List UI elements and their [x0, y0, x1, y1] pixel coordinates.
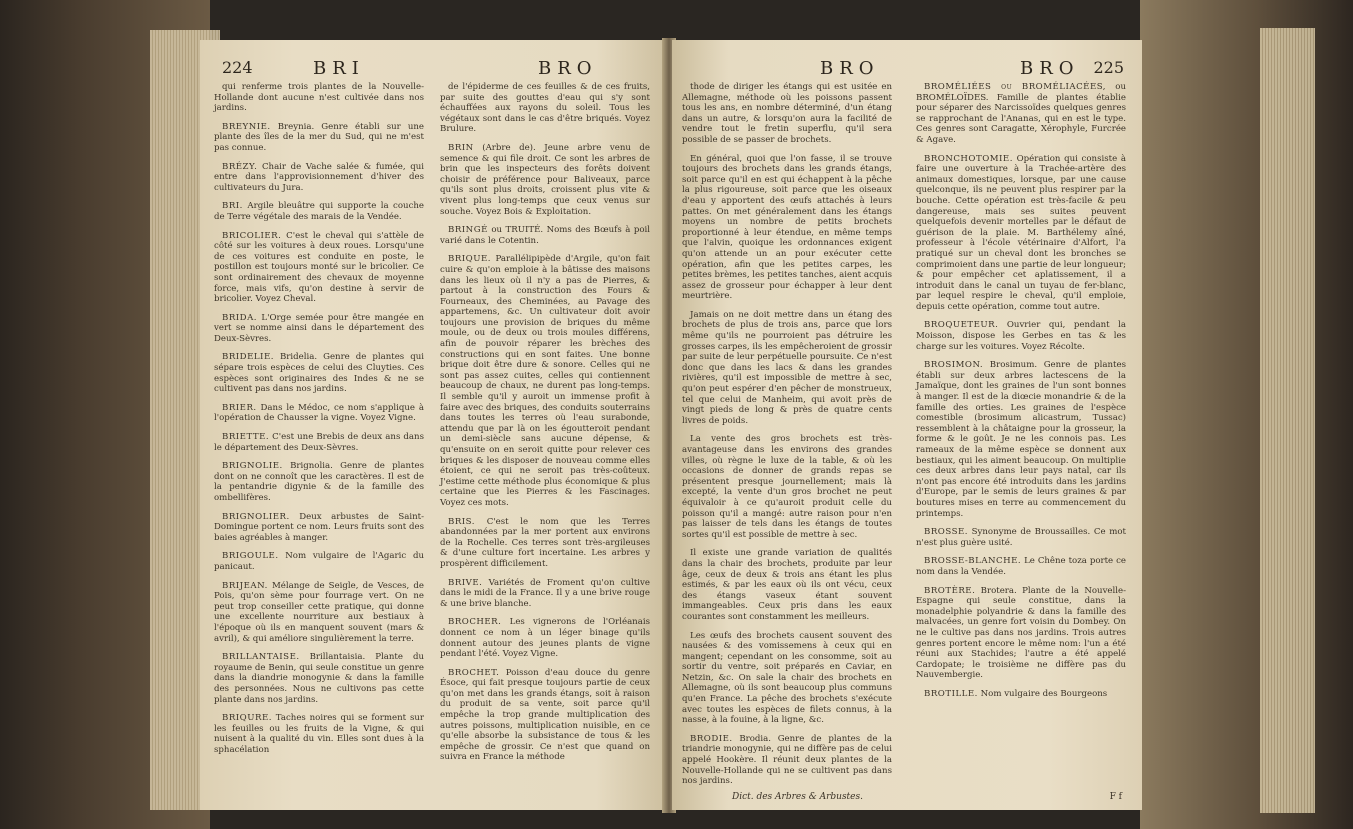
entry-text: Variétés de Froment qu'on cultive dans le midi de la France. Il y a une brive rouge & une brive blanche. [440, 577, 650, 609]
dictionary-entry [440, 517, 650, 570]
entry-text: C'est le cheval qui s'attèle de côté sur les voitures à deux roues. Lorsqu'une de ces voitures est conduite en poste, le postillon est toujours monté sur le bricolier. Ce sont ordinairement des chevaux de moyenne force, mais vifs, qu'on destine à servir de bricolier. Voyez Cheval. [214, 230, 425, 305]
entry-text: Ouvrier qui, pendant la Moisson, dispose les Gerbes en tas & les charge sur les voitures. Voyez Récolte. [916, 320, 1126, 352]
entry-text: Brotera. Plante de la Nouvelle-Espagne qui seule constitue, dans la monadelphie polyandrie & dans la famille des malvacées, un genre fort voisin du Dombey. On ne le cultive pas dans nos jardins. Trois autres genres portent encore le même nom: l'un a été réuni aux Stachides; l'autre a été appelé Cardopate; le troisième ne diffère pas du Nauvembergie. [916, 585, 1127, 681]
entry-text: Brodia. Genre de plantes de la triandrie monogynie, qui ne diffère pas de celui appelé Hookère. Il réunit deux plantes de la Nouvelle-Hollande qui ne se cultivent pas dans nos jardins. [682, 733, 892, 787]
entry-headword: BROCHER. [448, 617, 502, 628]
entry-text: Taches noires qui se forment sur les feuilles ou les fruits de la Vigne, & qui nuisent à la qualité du vin. Elles sont dues à la sphacélation [214, 713, 424, 755]
entry-headword: BROMÉLIÉES ou BROMÉLIACÉES, [924, 82, 1107, 92]
dictionary-entry [682, 631, 892, 726]
entry-headword: BRIJEAN. [222, 580, 268, 591]
entry-headword: BRIGOULE. [222, 551, 279, 562]
entry-text: Dans le Médoc, ce nom s'applique à l'opération de Chausser la vigne. Voyez Vigne. [214, 402, 425, 424]
dictionary-entry [214, 512, 424, 544]
dictionary-entry [440, 617, 650, 659]
dictionary-entry [440, 254, 650, 508]
entry-text: Parallélipipède d'Argile, qu'on fait cuire & qu'on emploie à la bâtisse des maisons dans les lieux où il n'y a pas de Pierres, & partout à la construction des Fours & Fourneaux, des Cheminées, au Pavage des appartemens, &c. Un cultivateur doit avoir toujours une provision de briques du même moule, ou de deux ou trois moules différens, afin de pouvoir réparer les brèches des constructions qui en sont faites. Une bonne brique doit être dure & sonore. Celles qui ne sont pas assez cuites, celles qui contiennent beaucoup de chaux, ne durent pas long-temps. Il semble qu'il y auroit un immense profit à faire avec des briques, des conduits souterrains dans toutes les terres où l'eau surabonde, attendu que par là on les égoutteroit pendant un demi-siècle sans aucune dépense, & qu'ensuite on en seroit quitte pour relever ces briques & les disposer de nouveau comme elles étoient, ce qui ne seroit pas très-coûteux. J'estime cette méthode plus économique & plus certaine que les Pierres & les Fascinages. Voyez ces mots. [440, 254, 651, 508]
dictionary-entry [916, 527, 1126, 548]
entry-headword: BRIER. [222, 402, 257, 413]
entry-text: Argile bleuâtre qui supporte la couche de Terre végétale des marais de la Vendée. [214, 201, 425, 222]
entry-headword: BROSSE-BLANCHE. [924, 556, 1022, 567]
dictionary-entry [682, 434, 892, 540]
dictionary-entry [214, 82, 424, 114]
entry-headword: BROCHET. [448, 667, 500, 678]
entry-text: Brillantaisia. Plante du royaume de Benin, qui seule constitue un genre dans la diandrie monogynie & dans la famille des personnées. Nous ne cultivons pas cette plante dans nos jardins. [214, 652, 424, 705]
right-page [672, 40, 1142, 810]
entry-text: Mélange de Seigle, de Vesces, de Pois, qu'on sème pour fourrage vert. On ne peut trop conseiller cette pratique, qui donne une excellente nourriture aux bestiaux à l'époque où ils en manquent souvent (mars & avril), & qui améliore singulièrement la terre. [214, 580, 424, 644]
dictionary-entry [214, 201, 424, 222]
left-header-word-left: BRI [313, 58, 365, 79]
entry-headword: BROTÈRE. [924, 585, 976, 596]
page-edges-right [1260, 28, 1315, 813]
entry-text: Nom vulgaire des Bourgeons [980, 688, 1108, 699]
dictionary-entry [214, 581, 424, 645]
right-header-word-right: BRO [1020, 58, 1080, 79]
entry-headword: BRIN [448, 142, 474, 153]
dictionary-entry [214, 231, 424, 305]
entry-text: Deux arbustes de Saint-Domingue portent ce nom. Leurs fruits sont des baies agréables à manger. [214, 511, 425, 543]
right-page-column-1 [682, 82, 892, 795]
left-page-column-1 [214, 82, 424, 763]
dictionary-entry [916, 360, 1126, 519]
dictionary-entry [682, 82, 892, 146]
entry-headword: BRIGNOLIE. [222, 461, 283, 472]
entry-text: ou BROMÉLOÏDES. Famille de plantes établie pour séparer des Narcissoïdes quelques genres se rapprochant de l'Ananas, qui en est le type. Ces genres sont Caragatte, Xérophyle, Furcrée & Agave. [916, 82, 1127, 145]
dictionary-entry [214, 432, 424, 453]
dictionary-entry [682, 310, 892, 427]
dictionary-entry [440, 668, 650, 763]
entry-text: En général, quoi que l'on fasse, il se trouve toujours des brochets dans les grands étangs, soit parce qu'il en est qui échappent à la pêche la plus rigoureuse, soit parce que les oiseaux d'eau y apportent des œufs attachés à leurs pattes. On met généralement dans les étangs moyens un nombre de petits brochets proportionné à leur étendue, en même temps que l'alvin, quoique les ordonnances exigent qu'on attende un an pour exécuter cette opération, afin que les petites carpes, les petites brèmes, les petites tanches, aient acquis assez de grosseur pour échapper à leur dent meurtrière. [682, 153, 892, 302]
entry-headword: BREYNIE. [222, 121, 271, 132]
dictionary-entry [440, 143, 650, 217]
book-cover-right [1140, 0, 1353, 829]
entry-text: qui renferme trois plantes de la Nouvelle-Hollande dont aucune n'est cultivée dans nos jardins. [214, 82, 424, 114]
entry-headword: BRIDELIE. [222, 352, 274, 363]
dictionary-entry [214, 461, 424, 503]
entry-headword: BROSSE. [924, 527, 968, 538]
dictionary-entry [682, 154, 892, 302]
dictionary-entry [214, 122, 424, 154]
entry-headword: BROQUETEUR. [924, 320, 999, 331]
left-page-number: 224 [222, 58, 253, 77]
entry-text: Le Chêne toza porte ce nom dans la Vendée. [916, 556, 1126, 577]
entry-text: La vente des gros brochets est très-avantageuse dans les environs des grandes villes, où règne le luxe de la table, & où les occasions de donner de grands repas se présentent presque journellement; mais là excepté, la vente d'un gros brochet ne peut équivaloir à ce qu'auroit produit celle du poisson qu'il a mangé: autre raison pour n'en pas laisser de tels dans les étangs de toutes sortes qu'il est possible de mettre à sec. [682, 434, 892, 540]
entry-text: Jamais on ne doit mettre dans un étang des brochets de plus de trois ans, parce que lors même qu'ils ne pourroient pas détruire les grosses carpes, ils les empêcheroient de grossir par suite de leur perpétuelle poursuite. Ce n'est donc que dans les lacs & dans les grandes rivières, qu'il est impossible de mettre à sec, qu'on peut espérer d'en pêcher de monstrueux, tel que celui de Manheim, qui avoit près de vingt pieds de long & près de quatre cents livres de poids. [682, 309, 892, 426]
dictionary-entry [440, 578, 650, 610]
entry-text: Bridelia. Genre de plantes qui sépare trois espèces de celui des Cluyties. Ces espèces sont originaires des Indes & ne se cultivent pas dans nos jardins. [214, 352, 425, 395]
dictionary-entry [214, 352, 424, 394]
dictionary-entry [214, 713, 424, 755]
entry-text: Poisson d'eau douce du genre Ésoce, qui fait presque toujours partie de ceux qu'on met dans les grands étangs, soit à raison du produit de sa vente, soit parce qu'il empêche la trop grande multiplication des autres poissons, multiplication nuisible, en ce qu'elle absorbe la subsistance de tous & les empêche de grossir. Ce n'est que quand on suivra en France la méthode [440, 667, 650, 763]
entry-headword: BRODIE. [690, 733, 733, 744]
entry-text: C'est une Brebis de deux ans dans le département des Deux-Sèvres. [214, 432, 425, 453]
entry-headword: BRIS. [448, 516, 475, 527]
dictionary-entry [214, 551, 424, 572]
footer-title: Dict. des Arbres & Arbustes. [732, 792, 863, 802]
entry-text: Nom vulgaire de l'Agaric du panicaut. [214, 551, 424, 572]
dictionary-entry [682, 734, 892, 787]
entry-headword: BRIQURE. [222, 713, 272, 724]
entry-headword: BRONCHOTOMIE. [924, 153, 1013, 164]
entry-headword: BRIVE. [448, 577, 483, 588]
dictionary-entry [440, 225, 650, 246]
entry-headword: BRIDA. [222, 312, 258, 323]
dictionary-entry [440, 82, 650, 135]
entry-text: de l'épiderme de ces feuilles & de ces fruits, par suite des gouttes d'eau qui s'y sont échauffées aux rayons du soleil. Tous les végétaux sont dans le cas d'être briqués. Voyez Brulure. [440, 82, 650, 135]
right-header-word-left: BRO [820, 58, 880, 79]
dictionary-entry [214, 313, 424, 345]
entry-text: L'Orge semée pour être mangée en vert se nomme ainsi dans le département des Deux-Sèvres. [214, 312, 425, 344]
entry-headword: BROSIMON. [924, 360, 984, 371]
dictionary-entry [916, 82, 1126, 146]
dictionary-entry [916, 154, 1126, 313]
entry-headword: BRINGÉ [448, 225, 488, 236]
dictionary-entry [916, 320, 1126, 352]
entry-text: Les vignerons de l'Orléanais donnent ce nom à un léger binage qu'ils donnent autour des jeunes plants de vigne pendant l'été. Voyez Vigne. [440, 617, 651, 660]
dictionary-entry [214, 652, 424, 705]
dictionary-entry [214, 162, 424, 194]
entry-headword: BRILLANTAISE. [222, 652, 300, 663]
entry-text: C'est le nom que les Terres abandonnées par la mer portent aux environs de la Rochelle. Ces terres sont très-argileuses & d'une culture fort incertaine. Les arbres y prospèrent difficilement. [440, 516, 650, 569]
dictionary-entry [916, 689, 1126, 700]
entry-text: Les œufs des brochets causent souvent des nausées & des vomissemens à ceux qui en mangent; cependant on les consomme, soit au sortir du ventre, soit préparés en Caviar, en Netzin, &c. On sale la chair des brochets en Allemagne, où ils sont beaucoup plus communs qu'en France. La pêche des brochets s'exécute avec toutes les espèces de filets connus, à la nasse, à la fouine, à la ligne, &c. [682, 630, 892, 726]
entry-headword: BRIETTE. [222, 432, 270, 443]
entry-text: ou TRUITÉ. Noms des Bœufs à poil varié dans le Cotentin. [440, 225, 650, 246]
entry-text: Chair de Vache salée & fumée, qui entre dans l'approvisionnement d'hiver des cultivateurs du Jura. [214, 161, 424, 193]
entry-text: Brosimum. Genre de plantes établi sur deux arbres lactescens de la Jamaïque, dont les graines de l'un sont bonnes à manger. Il est de la diœcie monandrie & de la famille des orties. Les graines de l'espèce comestible (brosimum alicastrum, Tussac) ressemblent à la châtaigne pour la grosseur, la forme & le goût. Je ne les connois pas. Les rameaux de la même espèce se donnent aux bestiaux, qui les aiment beaucoup. On multiplie ces deux arbres dans leur pays natal, car ils n'ont pas encore été introduits dans les jardins d'Europe, par le semis de leurs graines & par boutures mises en terre au commencement du printemps. [916, 360, 1127, 519]
left-page [200, 40, 666, 810]
dictionary-entry [682, 548, 892, 622]
entry-headword: BRICOLIER. [222, 230, 282, 241]
entry-headword: BRI. [222, 201, 243, 212]
entry-text: (Arbre de). Jeune arbre venu de semence & qui file droit. Ce sont les arbres de brin que les inspecteurs des forêts doivent choisir de préférence pour Baliveaux, parce qu'ils sont plus droits, croissent plus vite & vivent plus long-temps que ceux venus sur souche. Voyez Bois & Exploitation. [440, 142, 651, 217]
entry-text: Opération qui consiste à faire une ouverture à la Trachée-artère des animaux domestiques, lorsque, par une cause quelconque, ils ne peuvent plus respirer par la bouche. Cette opération est très-facile & peu dangereuse, mais ses suites peuvent quelquefois devenir mortelles par le défaut de guérison de la plaie. M. Barthélemy aîné, professeur à l'école vétérinaire d'Alfort, l'a pratiqué sur un cheval dont les bronches se comprimoient dans une partie de leur longueur; & pour empêcher cet aplatissement, il a introduit dans le canal un tuyau de fer-blanc, par lequel respire le cheval, qu'il emploie, depuis cette opération, comme tout autre. [916, 153, 1126, 312]
right-page-number: 225 [1093, 58, 1124, 77]
left-page-column-2 [440, 82, 650, 771]
entry-headword: BRÉZY. [222, 161, 258, 172]
entry-text: thode de diriger les étangs qui est usitée en Allemagne, méthode où les poissons passent tous les ans, en nombre déterminé, d'un étang dans un autre, & lorsqu'on aura la facilité de vendre tout le fretin superflu, qu'il sera possible de se passer de brochets. [682, 82, 892, 145]
entry-text: Synonyme de Broussailles. Ce mot n'est plus guère usité. [916, 527, 1127, 548]
entry-headword: BROTILLE. [924, 688, 978, 699]
right-page-column-2 [916, 82, 1126, 707]
entry-text: Brignolia. Genre de plantes dont on ne connoît que les caractères. Il est de la pentandrie digynie & de la famille des ombellifères. [214, 461, 424, 503]
dictionary-entry [916, 556, 1126, 577]
entry-text: Breynia. Genre établi sur une plante des îles de la mer du Sud, qui ne m'est pas connue. [214, 121, 424, 153]
entry-text: Il existe une grande variation de qualités dans la chair des brochets, produite par leur âge, ceux de deux & trois ans étant les plus estimés, & par les eaux où ils ont vécu, ceux des étangs vaseux étant souvent immangeables. Ceux pris dans les eaux courantes sont constamment les meilleurs. [682, 548, 892, 622]
entry-headword: BRIGNOLIER. [222, 511, 290, 522]
signature-mark: F f [1109, 792, 1122, 802]
entry-headword: BRIQUE. [448, 254, 491, 265]
left-header-word-right: BRO [538, 58, 598, 79]
dictionary-entry [916, 586, 1126, 681]
dictionary-entry [214, 403, 424, 424]
